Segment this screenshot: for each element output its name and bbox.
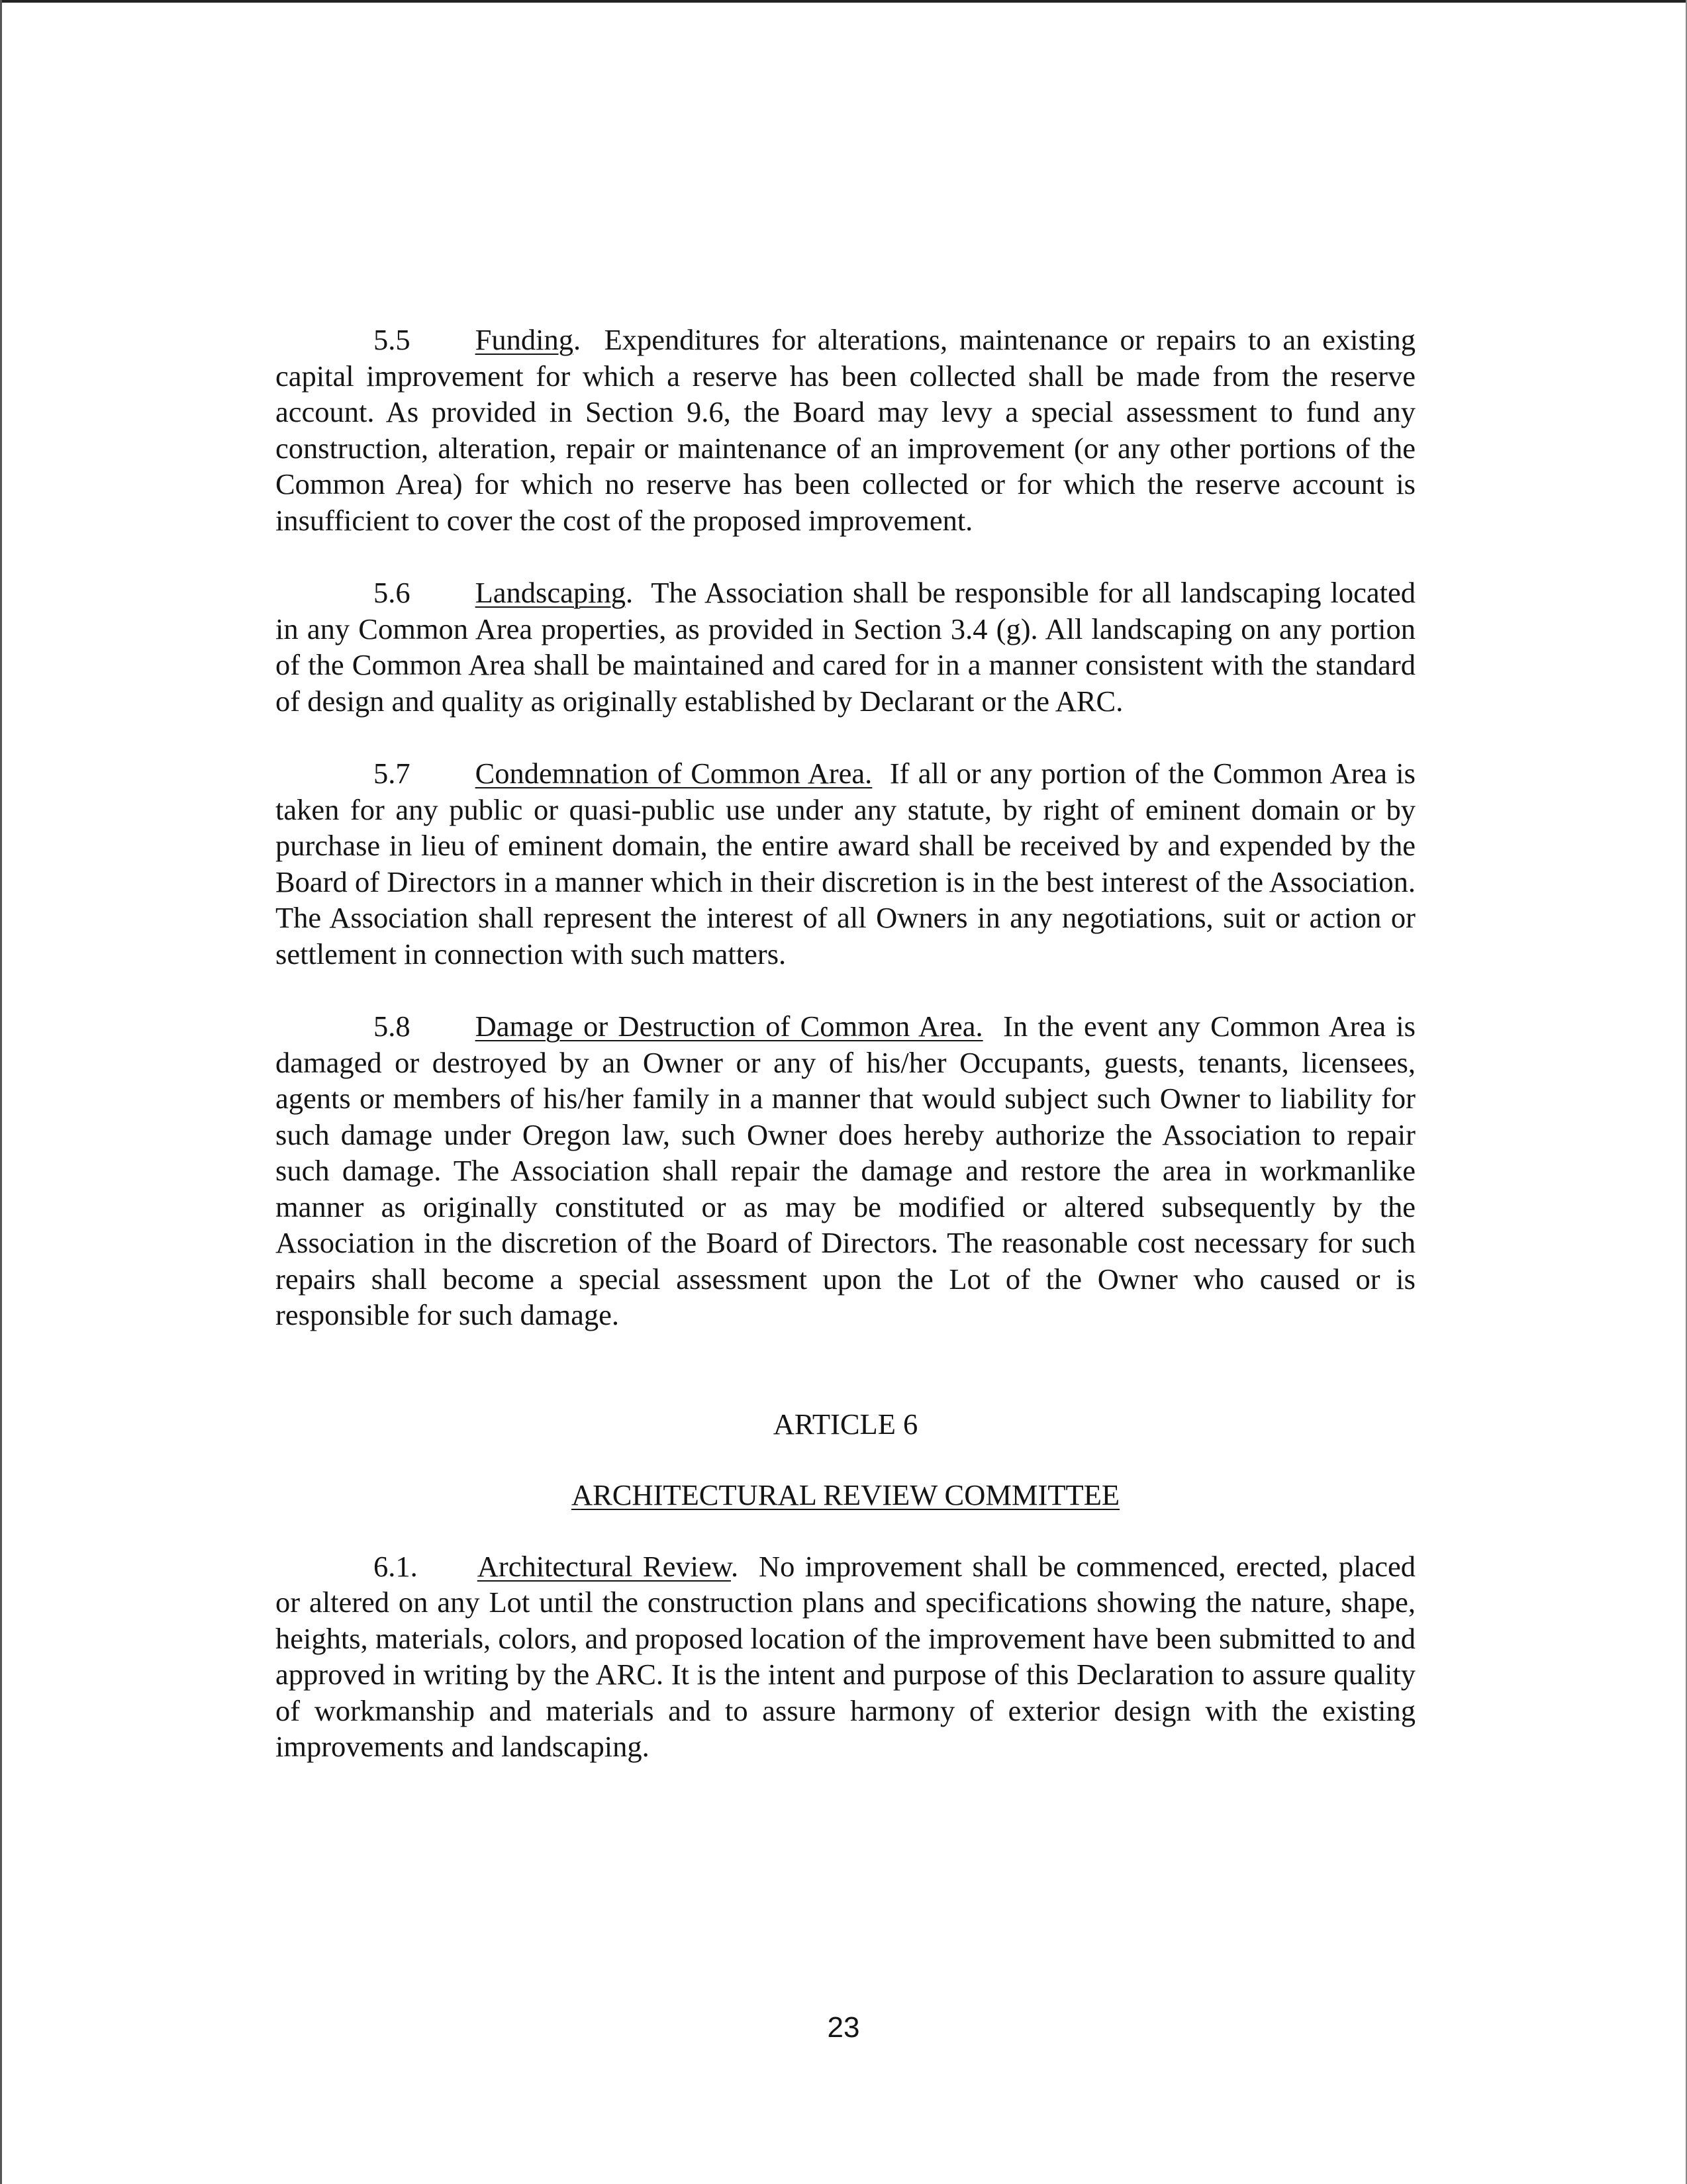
section-body: If all or any portion of the Common Area is taken for any public or quasi-public use under any statute, by right of eminent domain or by purchase in lieu of eminent domain, the entire award shall be received by and expended by the Board of Directors in a manner which in their discretion is in the best interest of the Association. The Association shall represent the interest of all Owners in any negotiations, suit or action or settlement in connection with such matters. <box>275 757 1416 971</box>
section-number: 6.1. <box>373 1549 418 1583</box>
section-number: 5.6 <box>373 576 410 609</box>
section-body: No improvement shall be commenced, erected, placed or altered on any Lot until the construction plans and specifications showing the nature, shape, heights, materials, colors, and proposed location of the improvement have been submitted to and approved in writing by the ARC. It is the intent and purpose of this Declaration to assure quality of workmanship and materials and to assure harmony of exterior design with the existing improvements and landscaping. <box>275 1549 1416 1763</box>
section-number: 5.5 <box>373 323 410 356</box>
section-6-1 <box>275 1548 1416 1765</box>
article-subtitle: ARCHITECTURAL REVIEW COMMITTEE <box>571 1478 1120 1511</box>
section-5-6 <box>275 575 1416 719</box>
section-heading: Condemnation of Common Area. <box>475 757 873 790</box>
section-heading: Landscaping <box>475 576 626 609</box>
section-number: 5.8 <box>373 1010 410 1043</box>
scan-edge-left <box>0 0 2 2184</box>
section-5-7 <box>275 755 1416 972</box>
section-heading-punct: . <box>573 323 581 356</box>
article-title: ARTICLE 6 <box>773 1407 918 1441</box>
section-body: In the event any Common Area is damaged or destroyed by an Owner or any of his/her Occupants, guests, tenants, licensees, agents or members of his/her family in a manner that would subject such Owner to liability for such damage under Oregon law, such Owner does hereby authorize the Association to repair such damage. The Association shall repair the damage and restore the area in workmanlike manner as originally constituted or as may be modified or altered subsequently by the Association in the discretion of the Board of Directors. The reasonable cost necessary for such repairs shall become a special assessment upon the Lot of the Owner who caused or is responsible for such damage. <box>275 1010 1416 1331</box>
section-5-8 <box>275 1008 1416 1333</box>
section-heading: Architectural Review <box>477 1549 731 1583</box>
section-body: The Association shall be responsible for all landscaping located in any Common Area properties, as provided in Section 3.4 (g). All landscaping on any portion of the Common Area shall be maintained and cared for in a manner consistent with the standard of design and quality as originally established by Declarant or the ARC. <box>275 576 1416 718</box>
document-body <box>275 322 1416 1765</box>
section-5-5 <box>275 322 1416 538</box>
section-body: Expenditures for alterations, maintenance or repairs to an existing capital improvement for which a reserve has been collected shall be made from the reserve account. As provided in Section 9.6, the Board may levy a special assessment to fund any construction, alteration, repair or maintenance of an improvement (or any other portions of the Common Area) for which no reserve has been collected or for which the reserve account is insufficient to cover the cost of the proposed improvement. <box>275 323 1416 537</box>
section-heading: Damage or Destruction of Common Area. <box>475 1010 983 1043</box>
section-heading: Funding <box>475 323 573 356</box>
page-number: 23 <box>827 2011 860 2044</box>
section-number: 5.7 <box>373 757 410 790</box>
section-heading-punct: . <box>730 1549 739 1583</box>
section-heading-punct: . <box>626 576 634 609</box>
scan-edge-top <box>0 0 1687 3</box>
